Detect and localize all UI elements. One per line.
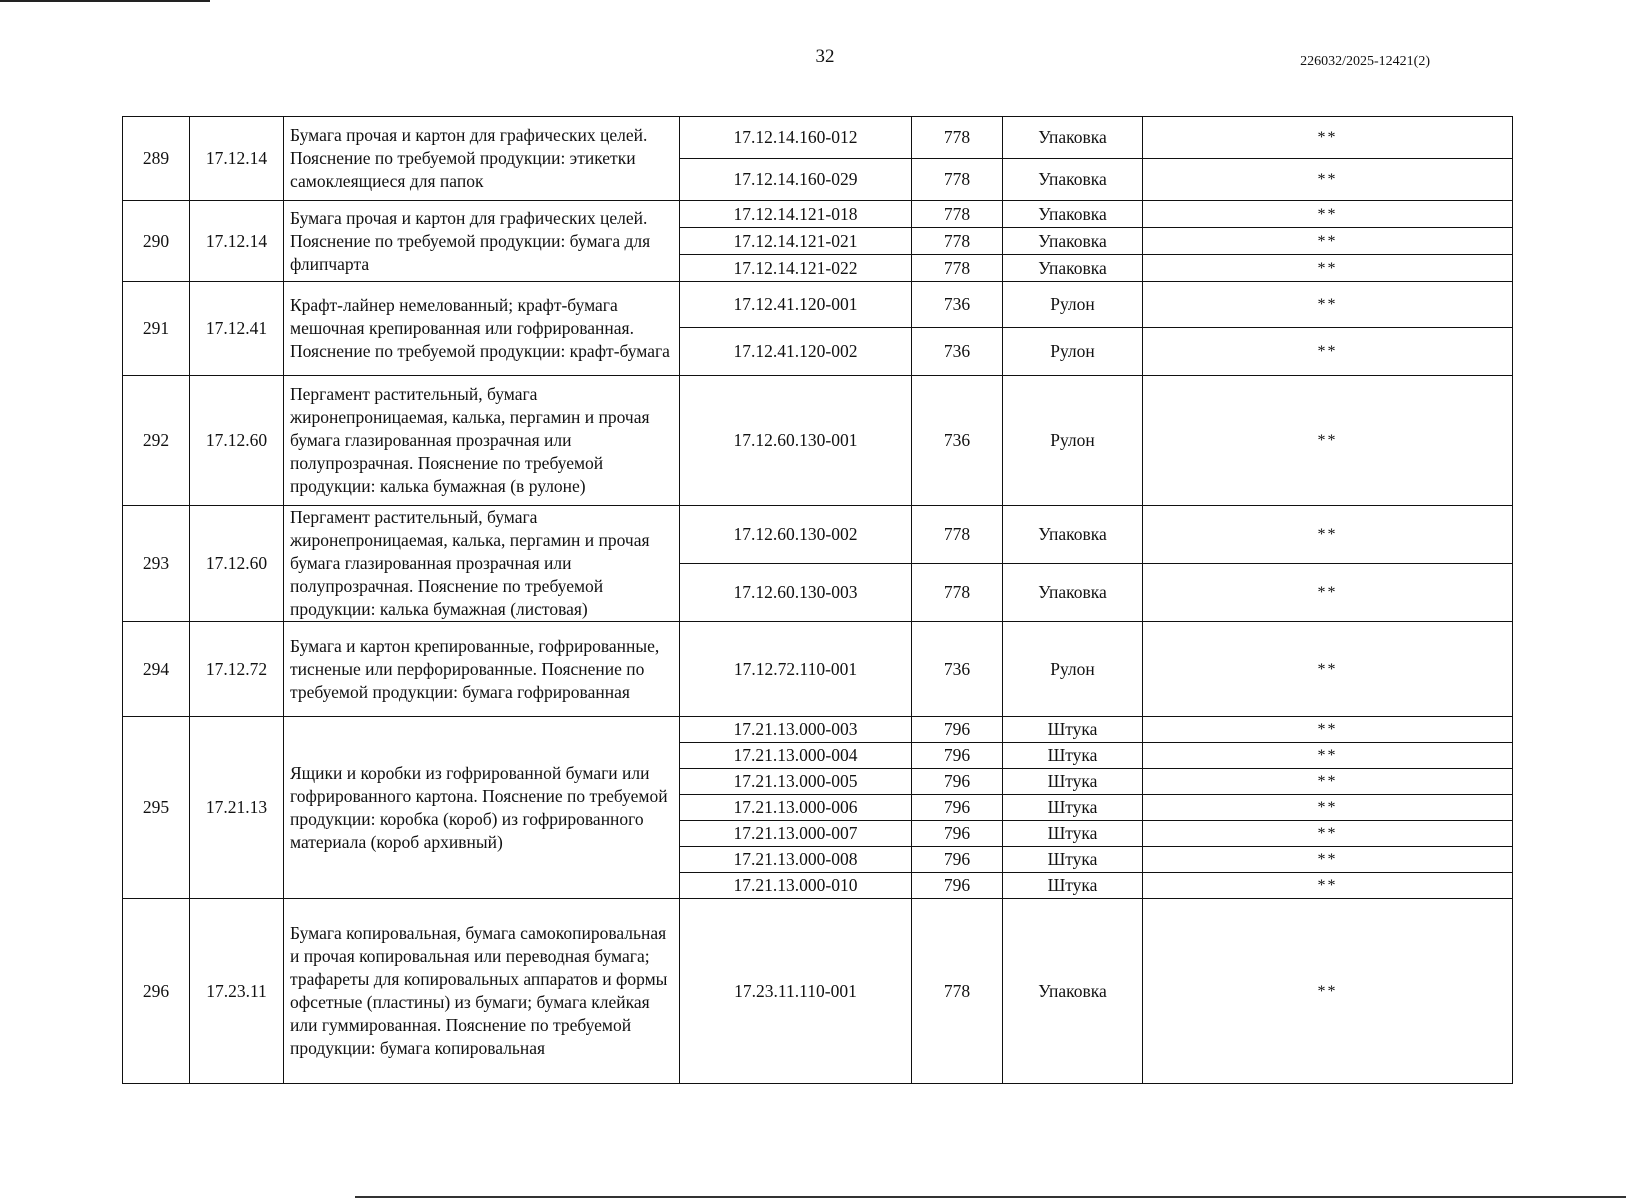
table-row xyxy=(123,117,1513,159)
mark-cell: ** xyxy=(1143,622,1513,717)
ktru-code: 17.12.14.121-021 xyxy=(680,228,912,255)
okpd-code: 17.12.60 xyxy=(190,506,284,622)
scan-edge-line-top xyxy=(0,0,210,2)
okpd-code: 17.12.60 xyxy=(190,376,284,506)
unit-name: Рулон xyxy=(1003,328,1143,376)
ktru-code: 17.12.60.130-001 xyxy=(680,376,912,506)
row-number: 291 xyxy=(123,282,190,376)
mark-cell: ** xyxy=(1143,159,1513,201)
ktru-code: 17.12.41.120-002 xyxy=(680,328,912,376)
okei-code: 796 xyxy=(912,795,1003,821)
row-number: 290 xyxy=(123,201,190,282)
unit-name: Упаковка xyxy=(1003,159,1143,201)
okei-code: 796 xyxy=(912,873,1003,899)
unit-name: Упаковка xyxy=(1003,201,1143,228)
row-number: 292 xyxy=(123,376,190,506)
page-number: 32 xyxy=(815,46,835,67)
okei-code: 778 xyxy=(912,228,1003,255)
okei-code: 736 xyxy=(912,622,1003,717)
row-number: 294 xyxy=(123,622,190,717)
okei-code: 736 xyxy=(912,282,1003,328)
ktru-code: 17.21.13.000-006 xyxy=(680,795,912,821)
row-number: 295 xyxy=(123,717,190,899)
mark-cell: ** xyxy=(1143,717,1513,743)
mark-cell: ** xyxy=(1143,795,1513,821)
product-description: Крафт-лайнер немелованный; крафт-бумага мешочная крепированная или гофрированная. Пояснение по требуемой продукции: крафт-бумага xyxy=(284,282,680,376)
ktru-code: 17.12.41.120-001 xyxy=(680,282,912,328)
okei-code: 778 xyxy=(912,117,1003,159)
okpd-code: 17.12.14 xyxy=(190,117,284,201)
okei-code: 778 xyxy=(912,201,1003,228)
okei-code: 796 xyxy=(912,821,1003,847)
unit-name: Рулон xyxy=(1003,282,1143,328)
row-number: 293 xyxy=(123,506,190,622)
table-row xyxy=(123,201,1513,228)
product-description: Бумага и картон крепированные, гофрированные, тисненые или перфорированные. Пояснение по требуемой продукции: бумага гофрированная xyxy=(284,622,680,717)
ktru-code: 17.12.60.130-002 xyxy=(680,506,912,564)
okei-code: 778 xyxy=(912,255,1003,282)
mark-cell: ** xyxy=(1143,873,1513,899)
ktru-code: 17.21.13.000-004 xyxy=(680,743,912,769)
okei-code: 778 xyxy=(912,899,1003,1084)
ktru-code: 17.12.14.121-022 xyxy=(680,255,912,282)
product-description: Пергамент растительный, бумага жиронепроницаемая, калька, пергамин и прочая бумага глазированная прозрачная или полупрозрачная. Пояснение по требуемой продукции: калька бумажная (листовая) xyxy=(284,506,680,622)
okpd-code: 17.12.14 xyxy=(190,201,284,282)
table-row xyxy=(123,899,1513,1084)
table-row xyxy=(123,506,1513,564)
product-description: Бумага копировальная, бумага самокопировальная и прочая копировальная или переводная бумага; трафареты для копировальных аппаратов и формы офсетные (пластины) из бумаги; бумага клейкая или гуммированная. Пояснение по требуемой продукции: бумага копировальная xyxy=(284,899,680,1084)
unit-name: Упаковка xyxy=(1003,506,1143,564)
ktru-code: 17.12.72.110-001 xyxy=(680,622,912,717)
product-register-table xyxy=(122,116,1513,1084)
product-description: Ящики и коробки из гофрированной бумаги или гофрированного картона. Пояснение по требуемой продукции: коробка (короб) из гофрированного материала (короб архивный) xyxy=(284,717,680,899)
ktru-code: 17.21.13.000-003 xyxy=(680,717,912,743)
ktru-code: 17.21.13.000-005 xyxy=(680,769,912,795)
product-description: Бумага прочая и картон для графических целей. Пояснение по требуемой продукции: этикетки самоклеящиеся для папок xyxy=(284,117,680,201)
mark-cell: ** xyxy=(1143,506,1513,564)
document-id: 226032/2025-12421(2) xyxy=(1300,54,1430,69)
unit-name: Штука xyxy=(1003,717,1143,743)
table-row xyxy=(123,717,1513,743)
mark-cell: ** xyxy=(1143,117,1513,159)
mark-cell: ** xyxy=(1143,376,1513,506)
mark-cell: ** xyxy=(1143,328,1513,376)
okei-code: 796 xyxy=(912,743,1003,769)
ktru-code: 17.12.60.130-003 xyxy=(680,564,912,622)
okei-code: 778 xyxy=(912,506,1003,564)
okei-code: 778 xyxy=(912,159,1003,201)
product-description: Бумага прочая и картон для графических целей. Пояснение по требуемой продукции: бумага для флипчарта xyxy=(284,201,680,282)
ktru-code: 17.21.13.000-010 xyxy=(680,873,912,899)
mark-cell: ** xyxy=(1143,821,1513,847)
unit-name: Упаковка xyxy=(1003,255,1143,282)
unit-name: Штука xyxy=(1003,743,1143,769)
unit-name: Упаковка xyxy=(1003,117,1143,159)
row-number: 289 xyxy=(123,117,190,201)
ktru-code: 17.12.14.160-012 xyxy=(680,117,912,159)
ktru-code: 17.21.13.000-007 xyxy=(680,821,912,847)
mark-cell: ** xyxy=(1143,769,1513,795)
mark-cell: ** xyxy=(1143,899,1513,1084)
unit-name: Штука xyxy=(1003,795,1143,821)
unit-name: Упаковка xyxy=(1003,899,1143,1084)
okpd-code: 17.12.72 xyxy=(190,622,284,717)
okei-code: 736 xyxy=(912,328,1003,376)
unit-name: Штука xyxy=(1003,821,1143,847)
mark-cell: ** xyxy=(1143,564,1513,622)
row-number: 296 xyxy=(123,899,190,1084)
okei-code: 796 xyxy=(912,717,1003,743)
unit-name: Упаковка xyxy=(1003,228,1143,255)
ktru-code: 17.12.14.160-029 xyxy=(680,159,912,201)
ktru-code: 17.23.11.110-001 xyxy=(680,899,912,1084)
unit-name: Рулон xyxy=(1003,622,1143,717)
okei-code: 796 xyxy=(912,847,1003,873)
mark-cell: ** xyxy=(1143,282,1513,328)
table-row xyxy=(123,282,1513,328)
unit-name: Рулон xyxy=(1003,376,1143,506)
mark-cell: ** xyxy=(1143,847,1513,873)
unit-name: Штука xyxy=(1003,769,1143,795)
unit-name: Штука xyxy=(1003,847,1143,873)
scan-edge-line-bottom xyxy=(355,1196,1626,1198)
table-row xyxy=(123,376,1513,506)
unit-name: Штука xyxy=(1003,873,1143,899)
ktru-code: 17.12.14.121-018 xyxy=(680,201,912,228)
unit-name: Упаковка xyxy=(1003,564,1143,622)
ktru-code: 17.21.13.000-008 xyxy=(680,847,912,873)
mark-cell: ** xyxy=(1143,255,1513,282)
okei-code: 796 xyxy=(912,769,1003,795)
table-row xyxy=(123,622,1513,717)
okpd-code: 17.21.13 xyxy=(190,717,284,899)
mark-cell: ** xyxy=(1143,201,1513,228)
product-description: Пергамент растительный, бумага жиронепроницаемая, калька, пергамин и прочая бумага глазированная прозрачная или полупрозрачная. Пояснение по требуемой продукции: калька бумажная (в рулоне) xyxy=(284,376,680,506)
mark-cell: ** xyxy=(1143,228,1513,255)
okpd-code: 17.12.41 xyxy=(190,282,284,376)
okpd-code: 17.23.11 xyxy=(190,899,284,1084)
okei-code: 736 xyxy=(912,376,1003,506)
okei-code: 778 xyxy=(912,564,1003,622)
mark-cell: ** xyxy=(1143,743,1513,769)
